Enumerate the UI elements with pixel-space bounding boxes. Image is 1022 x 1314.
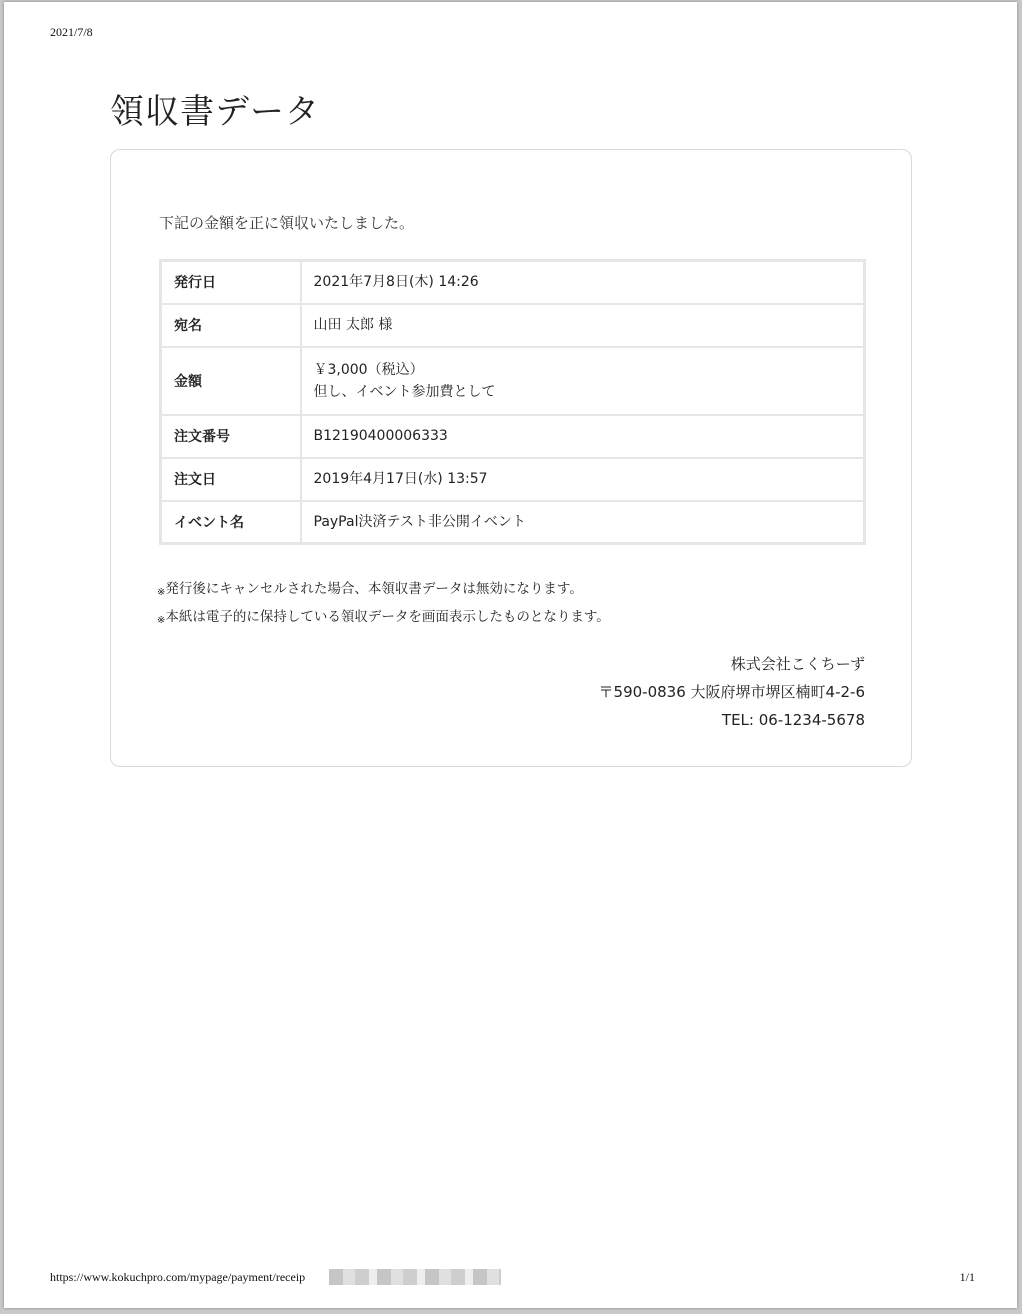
- table-row: [161, 458, 865, 501]
- table-row: [161, 347, 865, 415]
- table-row: [161, 261, 865, 304]
- order-number-label: 注文番号: [161, 415, 301, 458]
- order-number-value: B12190400006333: [301, 415, 865, 458]
- company-name: 株式会社こくちーず: [730, 655, 865, 673]
- note-cancel: [157, 577, 610, 605]
- receipt-table: [159, 259, 866, 545]
- receipt-card: [110, 149, 912, 767]
- order-date-value: 2019年4月17日(水) 13:57: [301, 458, 865, 501]
- page-title: 領収書データ: [110, 92, 320, 132]
- table-row: [161, 304, 865, 347]
- footer-url: https://www.kokuchpro.com/mypage/payment/receip: [50, 1270, 306, 1284]
- company-address: 〒590-0836 大阪府堺市堺区楠町4-2-6: [598, 683, 865, 701]
- redacted-area: [329, 1269, 501, 1285]
- table-row: [161, 415, 865, 458]
- company-info: [599, 650, 865, 734]
- receipt-notes: [157, 577, 610, 633]
- event-name-value: PayPal決済テスト非公開イベント: [301, 501, 865, 544]
- page-number: 1/1: [959, 1270, 975, 1284]
- issue-date-label: 発行日: [161, 261, 301, 304]
- event-name-label: イベント名: [161, 501, 301, 544]
- note-mark: ※: [157, 615, 166, 626]
- amount-value: ￥3,000（税込）: [313, 361, 424, 378]
- amount-label: 金額: [161, 347, 301, 415]
- issue-date-value: 2021年7月8日(木) 14:26: [301, 261, 865, 304]
- print-page: [4, 2, 1017, 1308]
- amount-cell: [301, 347, 865, 415]
- receipt-intro: 下記の金額を正に領収いたしました。: [159, 214, 415, 232]
- table-row: [161, 501, 865, 544]
- addressee-label: 宛名: [161, 304, 301, 347]
- note-text: 発行後にキャンセルされた場合、本領収書データは無効になります。: [165, 581, 583, 597]
- note-text: 本紙は電子的に保持している領収データを画面表示したものとなります。: [165, 609, 610, 625]
- print-date: 2021/7/8: [50, 25, 93, 39]
- order-date-label: 注文日: [161, 458, 301, 501]
- note-electronic: [157, 605, 610, 633]
- amount-description: 但し、イベント参加費として: [313, 383, 496, 400]
- note-mark: ※: [157, 587, 166, 598]
- company-tel: TEL: 06-1234-5678: [721, 711, 865, 729]
- addressee-value: 山田 太郎 様: [301, 304, 865, 347]
